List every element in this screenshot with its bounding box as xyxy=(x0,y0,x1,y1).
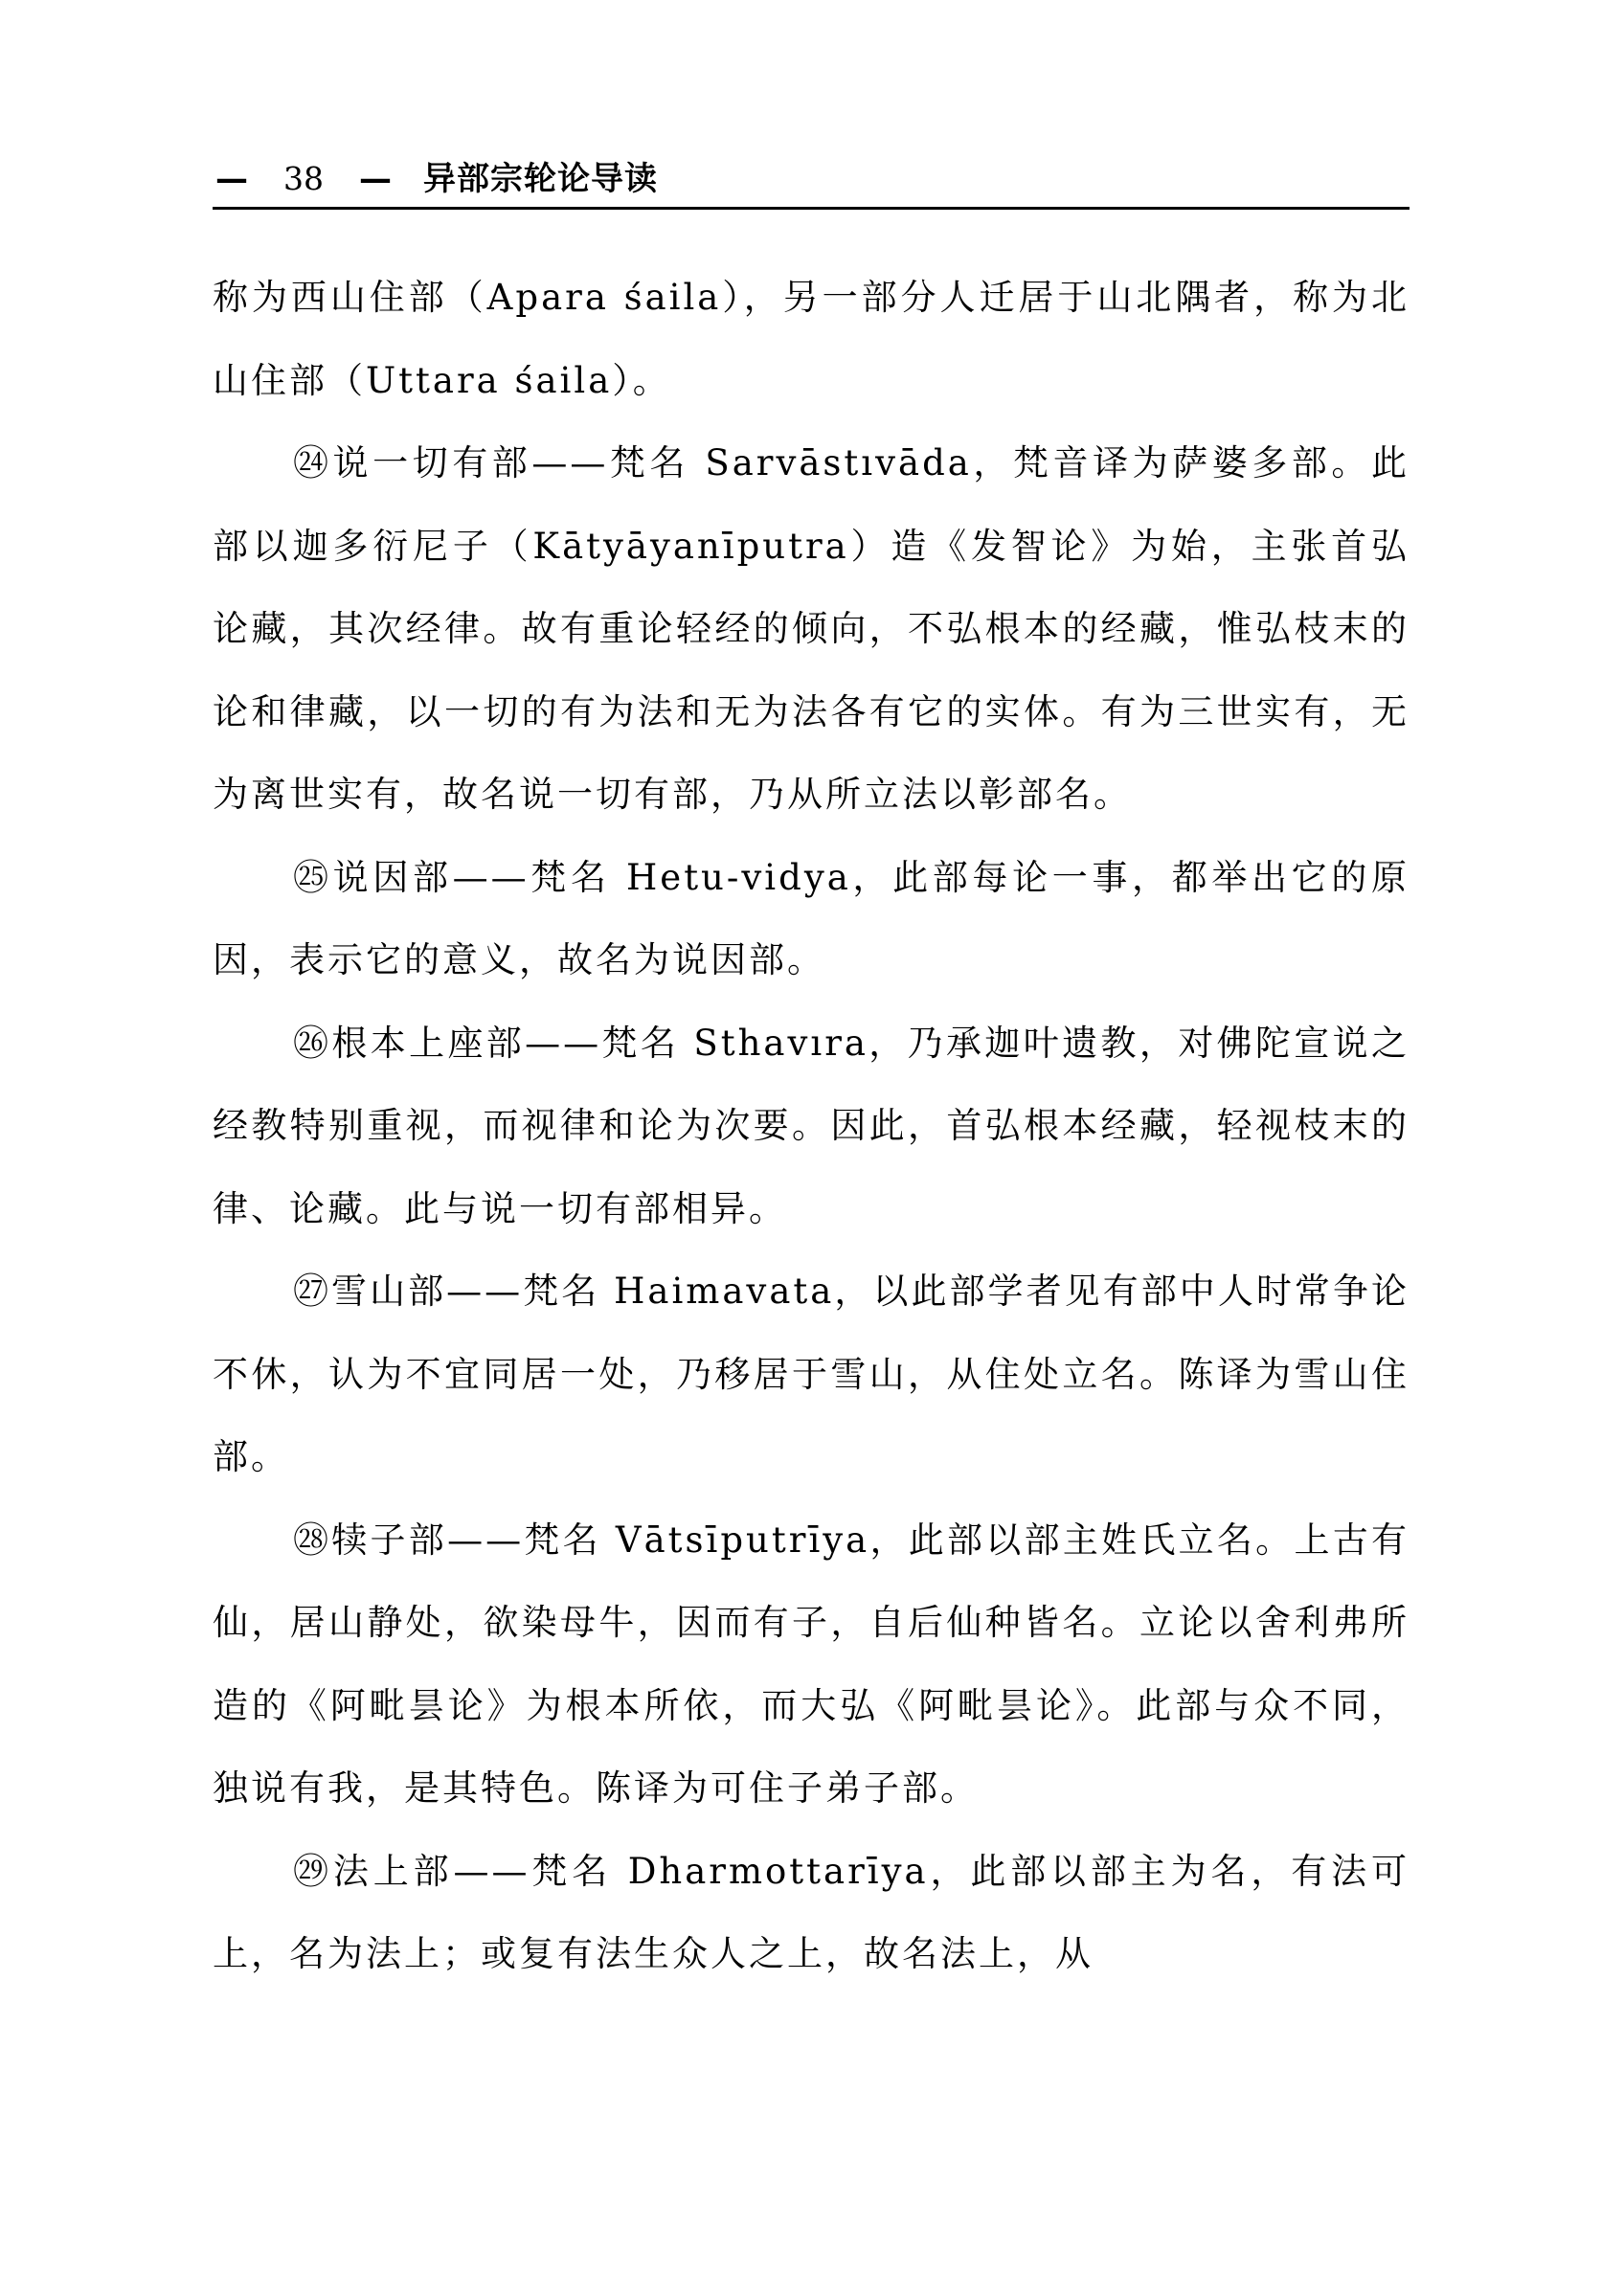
book-title: 异部宗轮论导读 xyxy=(423,160,658,198)
paragraph-26: ㉖根本上座部——梵名 Sthavıra，乃承迦叶遗教，对佛陀宣说之经教特别重视，而视律和论为次要。因此，首弘根本经藏，轻视枝末的律、论藏。此与说一切有部相异。 xyxy=(213,1022,1410,1229)
paragraph-28: ㉘犊子部——梵名 Vātsīputrīya，此部以部主姓氏立名。上古有仙，居山静处，欲染母牛，因而有子，自后仙种皆名。立论以舍利弗所造的《阿毗昙论》为根本所依，而大弘《阿毗昙论》。此部与众不同，独说有我，是其特色。陈译为可住子弟子部。 xyxy=(213,1519,1410,1809)
header-dash-left: — xyxy=(215,160,248,198)
running-header xyxy=(213,156,1429,202)
paragraph-29: ㉙法上部——梵名 Dharmottarīya，此部以部主为名，有法可上，名为法上；或复有法生众人之上，故名法上，从 xyxy=(213,1850,1410,1974)
page-body xyxy=(213,257,1410,1996)
paragraph-27: ㉗雪山部——梵名 Haimavata，以此部学者见有部中人时常争论不休，认为不宜同居一处，乃移居于雪山，从住处立名。陈译为雪山住部。 xyxy=(213,1271,1410,1477)
paragraph: 称为西山住部（Apara śaila），另一部分人迁居于山北隅者，称为北山住部（Uttara śaila）。 xyxy=(213,277,1410,401)
page-number: 38 xyxy=(283,160,324,197)
paragraph-24: ㉔说一切有部——梵名 Sarvāstıvāda，梵音译为萨婆多部。此部以迦多衍尼子（Kātyāyanīputra）造《发智论》为始，主张首弘论藏，其次经律。故有重论轻经的倾向，不弘根本的经藏，惟弘枝末的论和律藏，以一切的有为法和无为法各有它的实体。有为三世实有，无为离世实有，故名说一切有部，乃从所立法以彰部名。 xyxy=(213,442,1410,815)
paragraph-25: ㉕说因部——梵名 Hetu-vidya，此部每论一事，都举出它的原因，表示它的意义，故名为说因部。 xyxy=(213,856,1410,980)
header-rule xyxy=(213,207,1410,210)
header-dash-right: — xyxy=(359,160,392,198)
